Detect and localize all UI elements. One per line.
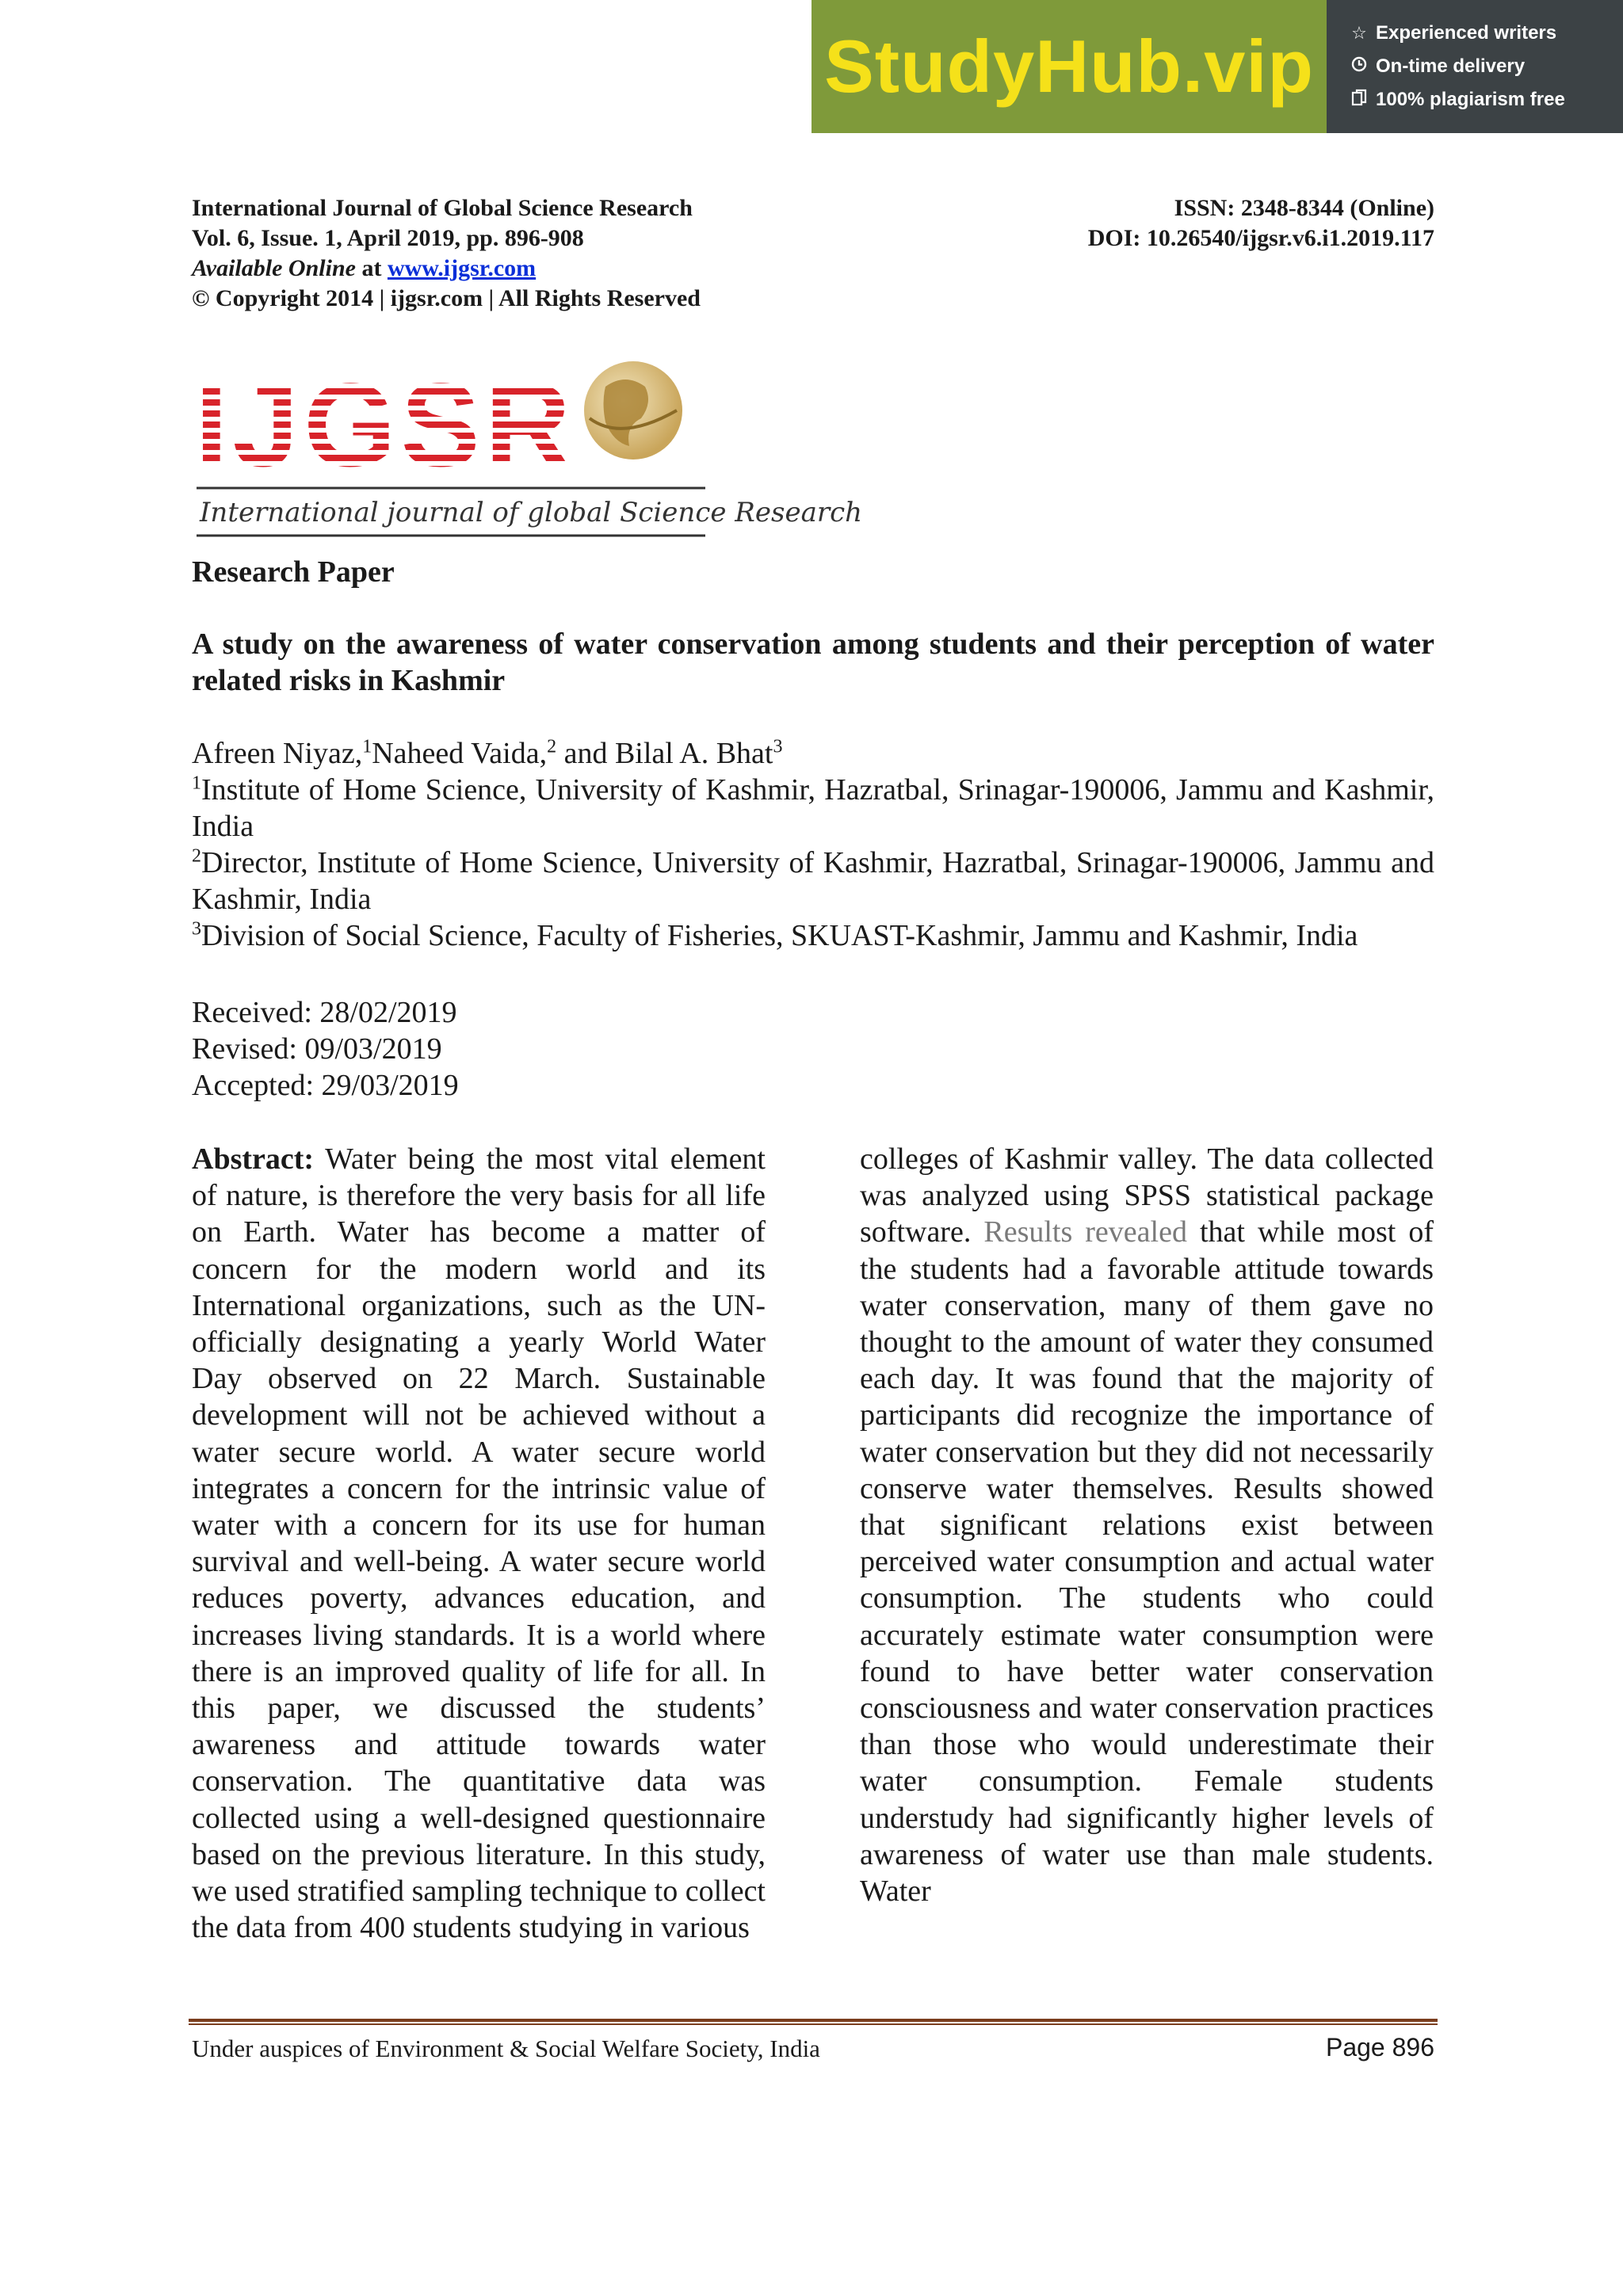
affiliation-text: Division of Social Science, Faculty of Fisheries, SKUAST-Kashmir, Jammu and Kashmir, India	[201, 919, 1358, 952]
journal-header-left	[192, 193, 701, 314]
paper-type: Research Paper	[192, 555, 395, 589]
banner-feature-label: 100% plagiarism free	[1376, 89, 1565, 110]
copyright: © Copyright 2014 | ijgsr.com | All Rights Reserved	[192, 285, 701, 311]
available-label: Available Online	[192, 255, 356, 281]
footer-rule	[189, 2019, 1438, 2025]
accepted-date: Accepted: 29/03/2019	[192, 1069, 459, 1102]
footer-society: Under auspices of Environment & Social Welfare Society, India	[192, 2035, 820, 2062]
abstract-column-right	[860, 1141, 1434, 1909]
available-at: at	[355, 255, 388, 281]
affiliation-text: Institute of Home Science, University of Kashmir, Hazratbal, Srinagar-190006, Jammu and Kashmir, India	[192, 773, 1434, 843]
abstract-column-left	[192, 1141, 766, 1946]
abstract-label: Abstract:	[192, 1142, 315, 1176]
banner-brand-text: StudyHub.vip	[824, 25, 1314, 108]
doi: DOI: 10.26540/ijgsr.v6.i1.2019.117	[1087, 225, 1434, 251]
affiliation	[192, 917, 1434, 954]
author-mark: 3	[773, 736, 783, 757]
issn: ISSN: 2348-8344 (Online)	[1174, 195, 1434, 221]
author-list	[192, 735, 1434, 772]
abstract-text: colleges of Kashmir valley. The data collected was analyzed using SPSS statistical package software.	[860, 1142, 1434, 1249]
journal-logo	[193, 355, 863, 542]
author-mark: 1	[362, 736, 372, 757]
journal-header-right	[1088, 193, 1434, 254]
journal-name: International Journal of Global Science Research	[192, 195, 693, 221]
affiliation	[192, 845, 1434, 917]
banner-feature	[1350, 22, 1623, 44]
paper-title: A study on the awareness of water conservation among students and their perception of water related risks in Kashmir	[192, 627, 1434, 697]
affiliation	[192, 772, 1434, 845]
submission-dates	[192, 994, 459, 1104]
journal-volume: Vol. 6, Issue. 1, April 2019, pp. 896-908	[192, 225, 584, 251]
affiliation-mark: 3	[192, 918, 201, 940]
received-date: Received: 28/02/2019	[192, 996, 457, 1029]
affiliation-mark: 2	[192, 845, 201, 867]
banner-brand	[812, 0, 1327, 133]
author-mark: 2	[547, 736, 557, 757]
svg-text:IJGSR: IJGSR	[195, 358, 576, 491]
banner-feature	[1350, 89, 1623, 111]
abstract-text: Water being the most vital element of nature, is therefore the very basis for all life on Earth. Water has become a matter of concern for the modern world and its International organizations, such as the UN- officially designating a yearly World Water Day observed on 22 March. Sustainable development will not be achieved without a water secure world. A water secure world integrates a concern for the intrinsic value of water with a concern for its use for human survival and well-being. A water secure world reduces poverty, advances education, and increases living standards. It is a world where there is an improved quality of life for all. In this paper, we discussed the students’ awareness and attitude towards water conservation. The quantitative data was collected using a well-designed questionnaire based on the previous literature. In this study, we used stratified sampling technique to collect the data from 400 students studying in various	[192, 1142, 766, 1945]
ad-banner[interactable]	[812, 0, 1623, 133]
affiliation-text: Director, Institute of Home Science, University of Kashmir, Hazratbal, Srinagar-190006, Jammu and Kashmir, India	[192, 846, 1434, 916]
abstract-text: that while most of the students had a favorable attitude towards water conservation, many of them gave no thought to the amount of water they consumed each day. It was found that the majority of participants did recognize the importance of water conservation but they did not necessarily conserve water themselves. Results showed that significant relations exist between perceived water consumption and actual water consumption. The students who could accurately estimate water consumption were found to have better water conservation consciousness and water conservation practices than those who would underestimate their water consumption. Female students understudy had significantly higher levels of awareness of water use than male students. Water	[860, 1215, 1434, 1909]
svg-text:International journal of globa: International journal of global Science Research	[200, 497, 863, 528]
document-copy-icon	[1350, 89, 1368, 111]
clock-icon	[1350, 56, 1368, 77]
author-name: Naheed Vaida,	[372, 737, 548, 770]
revised-date: Revised: 09/03/2019	[192, 1032, 442, 1066]
banner-features	[1327, 0, 1623, 133]
journal-website-link[interactable]: www.ijgsr.com	[387, 255, 537, 281]
page-number: Page 896	[1325, 2033, 1434, 2061]
author-block	[192, 735, 1434, 954]
affiliation-mark: 1	[192, 772, 201, 794]
available-online	[192, 254, 701, 284]
banner-feature-label: Experienced writers	[1376, 22, 1557, 44]
banner-feature	[1350, 55, 1623, 78]
author-name: and Bilal A. Bhat	[556, 737, 773, 770]
abstract-highlight: Results revealed	[983, 1215, 1187, 1249]
star-outline-icon: ☆	[1351, 23, 1367, 43]
author-name: Afreen Niyaz,	[192, 737, 363, 770]
banner-feature-label: On-time delivery	[1376, 55, 1526, 77]
